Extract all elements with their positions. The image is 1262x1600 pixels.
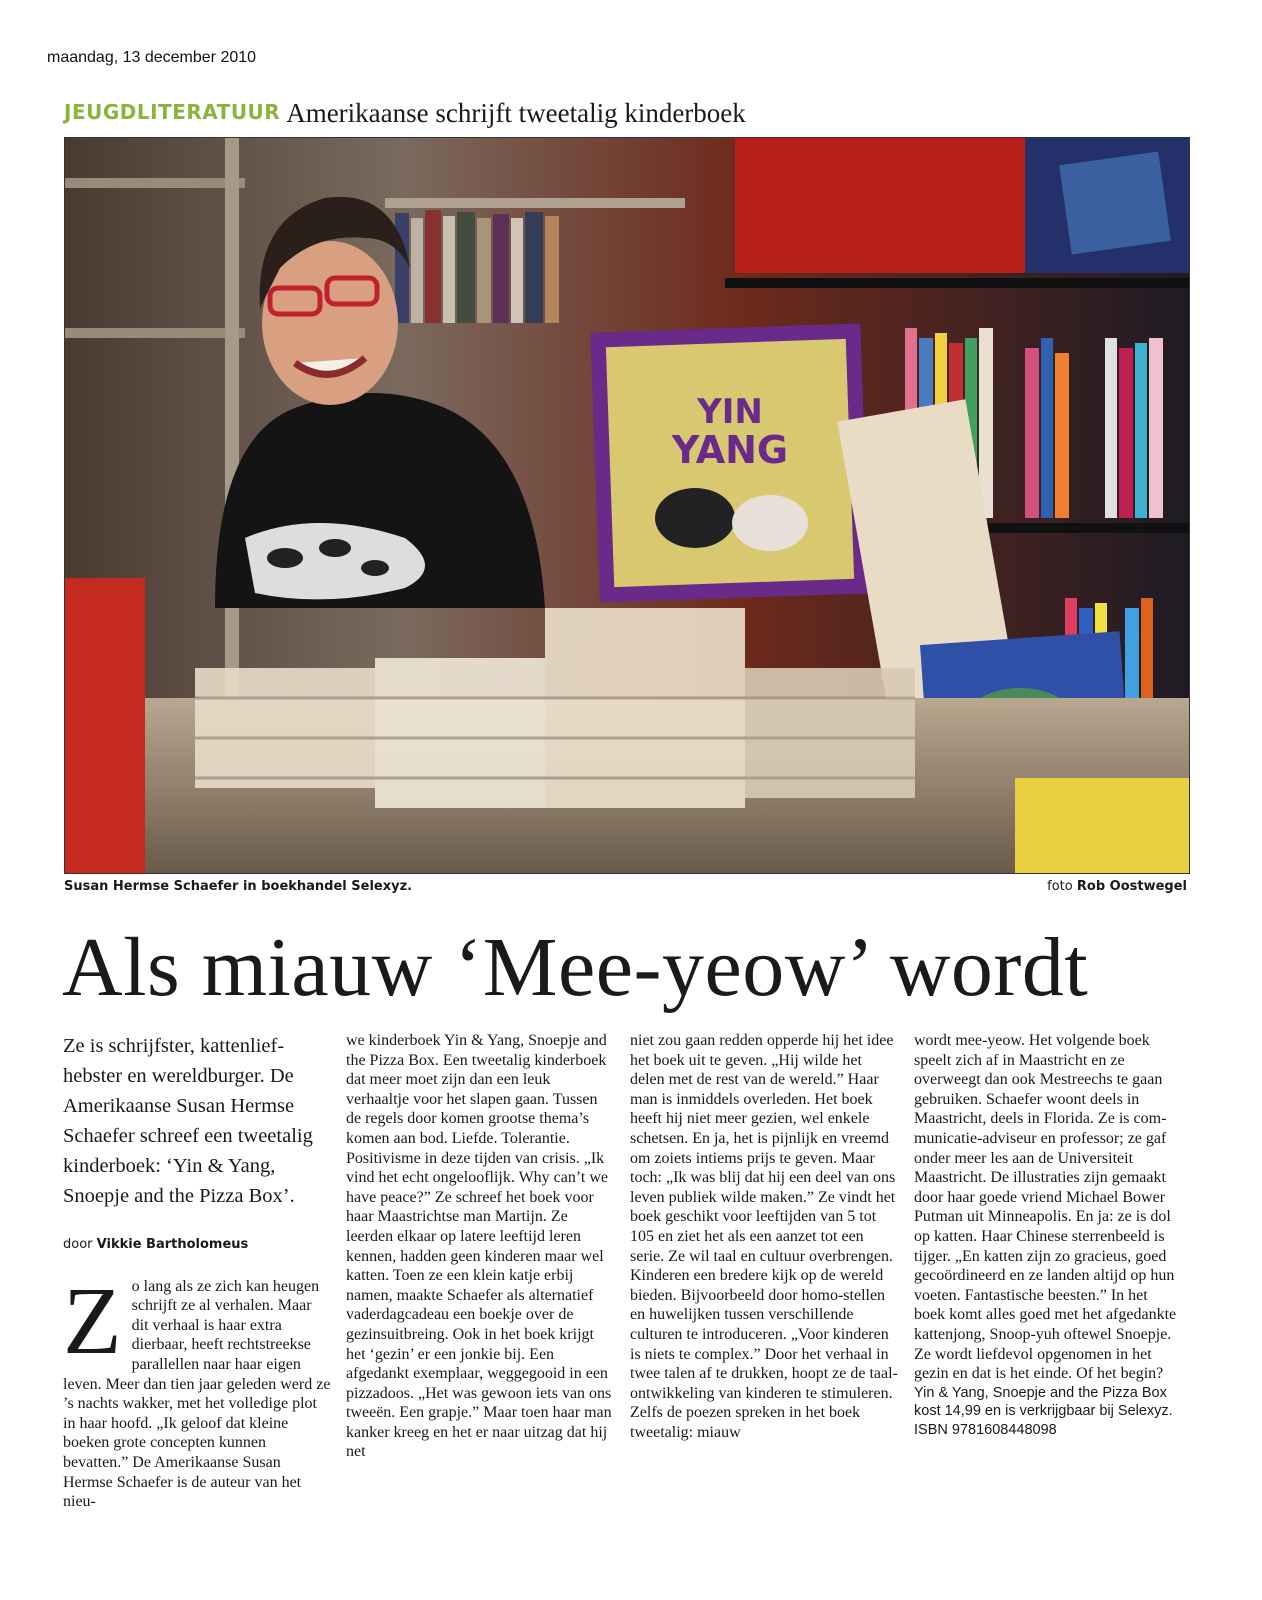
byline-author: Vikkie Bartholomeus xyxy=(96,1237,249,1252)
credit-name: Rob Oostwegel xyxy=(1076,879,1187,894)
book-info-note: Yin & Yang, Snoepje and the Pizza Box kost 14,99 en is verkrijgbaar bij Selexyz. ISBN 9781608448098 xyxy=(914,1384,1173,1438)
body-col1: o lang als ze zich kan heugen schrijft ze al verhalen. Maar dit verhaal is haar extra dierbaar, heeft rechtstreekse parallellen naar haar eigen leven. Meer dan tien jaar geleden werd ze ’s nachts wakker, met het volledige plot in haar hoofd. „Ik geloof dat kleine boeken grote concepten kunnen bevatten.” De Amerikaanse Susan Hermse Schaefer is de auteur van het nieu- xyxy=(63,1277,331,1511)
section-subtitle: Amerikaanse schrijft tweetalig kinderboek xyxy=(286,98,746,128)
body-col3: niet zou gaan redden opperde hij het idee het boek uit te geven. „Hij wilde het delen met de rest van de wereld.” Haar man is inmiddels overleden. Het boek heeft hij niet meer gezien, wel enkele schetsen. En ja, het is pijnlijk en vreemd om zoiets intiems prijs te geven. Maar toch: „Ik was blij dat hij een deel van ons leven publiek wilde maken.” Ze vindt het boek geschikt voor leeftijden van 5 tot 105 en ziet het als een aanzet tot een serie. Ze wil taal en cultuur overbrengen. Kinderen een bredere kijk op de wereld bieden. Bijvoorbeeld door homo-stellen en huwelijken tussen verschillende culturen te introduceren. „Voor kinderen is niets te complex.” Door het verhaal in twee talen af te drukken, hoopt ze de taalontwikkeling van kinderen te stimuleren. Zelfs de poezen spreken in het boek tweetalig: miauw xyxy=(630,1032,898,1441)
drop-cap: Z xyxy=(63,1266,122,1374)
body-col4: wordt mee-yeow. Het volgende boek speelt zich af in Maastricht en ze overweegt dan ook Mestreechs te gaan gebruiken. Schaefer woont deels in Maastricht, deels in Florida. Ze is communicatie-adviseur en professor; ze gaf onder meer les aan de Universiteit Maastricht. De illustraties zijn gemaakt door haar goede vriend Michael Bower Putman uit Minneapolis. En ja: ze is dol op katten. Haar Chinese sterrenbeeld is tijger. „En katten zijn zo gracieus, goed gecoördineerd en ze landen altijd op hun voeten. Fantastische beesten.” In het boek komt alles goed met het afgedankte kattenjong, Snoop-yuh oftewel Snoepje. Ze wordt liefdevol opgenomen in het gezin en dat is het einde. Of het begin? xyxy=(914,1032,1177,1383)
article-headline: Als miauw ‘Mee-yeow’ wordt xyxy=(62,921,1089,1014)
credit-prefix: foto xyxy=(1047,879,1073,894)
photo-credit xyxy=(1047,879,1187,894)
book-title-bottom: YANG xyxy=(671,428,789,472)
article-photo xyxy=(64,137,1190,874)
column-4 xyxy=(914,1031,1182,1439)
column-1 xyxy=(63,1031,331,1512)
yin-yang-book xyxy=(590,323,869,602)
byline-prefix: door xyxy=(63,1237,93,1252)
section-rubric xyxy=(64,98,746,129)
column-3 xyxy=(630,1031,898,1442)
book-title-top: YIN xyxy=(697,392,763,432)
bookstore-photo-illustration xyxy=(65,138,1189,873)
intro-paragraph: Ze is schrijfster, kattenliefhebster en wereldburger. De Amerikaanse Susan Hermse Schaefer schreef een tweetalig kinderboek: ‘Yin & Yang, Snoepje and the Pizza Box’. xyxy=(63,1035,313,1207)
body-col2: we kinderboek Yin & Yang, Snoepje and the Pizza Box. Een tweetalig kinderboek dat meer moet zijn dan een leuk verhaaltje voor het slapen gaan. Tussen de regels door komen grootse thema’s komen aan bod. Liefde. Tolerantie. Positivisme in deze tijden van crisis. „Ik vind het echt ongelooflijk. Why can’t we have peace?” Ze schreef het boek voor haar Maastrichtse man Martijn. Ze leerden elkaar op latere leeftijd leren kennen, hadden geen kinderen maar wel katten. Toen ze een klein katje erbij namen, maakte Schaefer als alternatief vaderdagcadeau een boekje over de gezinsuitbreing. Ook in het boek krijgt het ‘gezin’ er een jonkie bij. Een afgedankt exemplaar, weggegooid in een pizzadoos. „Het was gewoon iets van ons tweeën. Een grapje.” Maar toen haar man kanker kreeg en het er naar uitzag dat hij net xyxy=(346,1032,612,1461)
byline xyxy=(63,1235,331,1255)
section-tag: JEUGDLITERATUUR xyxy=(64,100,281,124)
photo-caption: Susan Hermse Schaefer in boekhandel Selexyz. xyxy=(64,879,413,894)
column-2 xyxy=(346,1031,614,1462)
publication-date: maandag, 13 december 2010 xyxy=(47,49,257,66)
lead-paragraph xyxy=(63,1266,331,1512)
